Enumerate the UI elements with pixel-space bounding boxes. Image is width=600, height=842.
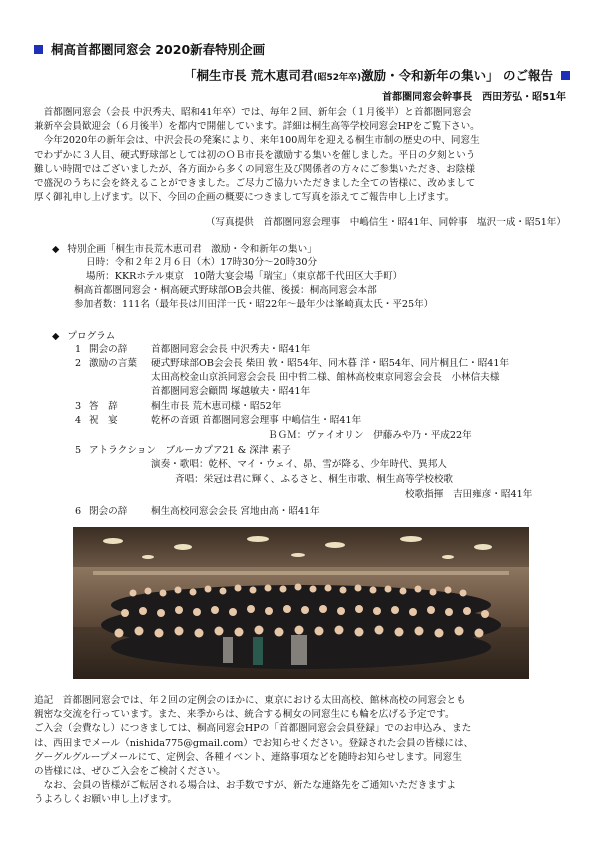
org-title: 桐高首都圏同窓会 2020新春特別企画	[51, 42, 266, 57]
program-item-name: 開会の辞	[89, 344, 128, 355]
postscript-line: は、西田までメール（nishida775@gmail.com）でお知らせください。登録された会員の皆様には、	[34, 737, 474, 749]
postscript-line: ご入会（会費なし）につきましては、桐高同窓会HPの「首都圏同窓会会員登録」でのお申込み、また	[34, 723, 472, 735]
event-place: 場所：KKRホテル東京 10階大宴会場「瑞宝」（東京都千代田区大手町）	[86, 271, 403, 283]
blue-square-icon	[561, 71, 570, 80]
program-item-name: アトラクション ブルーカプア21 & 深津 素子	[89, 445, 291, 456]
program-item-name: 激励の言葉	[89, 358, 137, 369]
group-photo	[73, 527, 529, 679]
intro-paragraph	[34, 106, 566, 205]
program-num: 5	[75, 445, 82, 456]
program-item-line: 桐生高校同窓会会長 宮地由高・昭41年	[151, 506, 320, 517]
intro-line: 厚く御礼申し上げます。以下、今回の企画の概要につきまして写真を添えてご報告申し上げます。	[34, 192, 455, 204]
diamond-icon: ◆	[52, 244, 60, 255]
title-rest: 激励・令和新年の集い」 のご報告	[361, 68, 553, 83]
postscript-line: 追記 首都圏同窓会では、年２回の定例会のほかに、東京における太田高校、館林高校の同窓会とも	[34, 695, 466, 706]
postscript-line: うよろしくお願い申し上げます。	[34, 794, 178, 806]
postscript-line: の皆様には、ぜひご入会をご検討ください。	[34, 766, 226, 778]
program-item-line: 首都圏同窓会顧問 塚越敏夫・昭41年	[151, 386, 311, 397]
title-main: 「桐生市長 荒木恵司君	[184, 68, 314, 83]
program-item-line: 校歌指揮 吉田雍彦・昭41年	[405, 489, 533, 500]
event-heading	[52, 241, 317, 255]
event-attendance: 参加者数：111名（最年長は川田洋一氏・昭22年〜最年少は峯崎真太氏・平25年）	[74, 299, 434, 311]
group-photo-image	[73, 527, 529, 679]
event-details-2	[74, 284, 574, 312]
byline	[382, 88, 566, 103]
program-item-line: 硬式野球部OB会会長 柴田 敦・昭54年、同木暮 洋・昭54年、同片桐且仁・昭41年	[151, 358, 510, 369]
postscript-line: 親密な交流を行っています。また、来季からは、統合する桐女の同窓生にも輪を広げる予定です。	[34, 709, 455, 721]
program-item-line: 乾杯の音頭 首都圏同窓会理事 中嶋信生・昭41年	[151, 415, 362, 426]
program-item-line: 斉唱：栄冠は君に輝く、ふるさと、桐生市歌、桐生高等学校校歌	[175, 474, 454, 485]
program-num: 6	[75, 506, 82, 517]
intro-line: 今年2020年の新年会は、中沢会長の発案により、来年100周年を迎える桐生市制の歴史の中、同窓生	[43, 135, 480, 147]
program-item-name: 閉会の辞	[89, 506, 128, 517]
intro-line: で盛況のうちに会を終えることができました。ご尽力ご協力いただきました全ての皆様に、改めまして	[34, 178, 476, 190]
program-item-line: 太田高校金山京浜同窓会会長 田中哲二様、館林高校東京同窓会会長 小林信夫様	[151, 372, 500, 383]
program-num: 2	[75, 358, 82, 369]
program-item-line: 首都圏同窓会会長 中沢秀夫・昭41年	[151, 344, 311, 355]
report-title	[100, 66, 570, 84]
program-num: 3	[75, 401, 82, 412]
event-details	[86, 256, 586, 284]
postscript-line: なお、会員の皆様がご転居される場合は、お手数ですが、新たな連絡先をご通知いただきますよ	[43, 780, 457, 792]
program-item-line: 桐生市長 荒木恵司様・昭52年	[151, 401, 282, 412]
intro-line: 難しい時間ではございましたが、各方面から多くの同窓生及び関係者の方々にご参集いただき、お陰様	[34, 163, 475, 175]
intro-line: 首都圏同窓会（会長 中沢秀夫、昭和41年卒）では、毎年２回、新年会（１月後半）と首都圏同窓会	[43, 107, 472, 118]
intro-line: でわずかに３人目、硬式野球部としては初のＯＢ市長を激励する集いを催しました。平日の夕刻という	[34, 149, 476, 161]
program-item-name: 祝 宴	[89, 415, 118, 426]
event-heading-text: 特別企画「桐生市長荒木恵司君 激励・令和新年の集い」	[67, 244, 317, 255]
title-small: (昭52年卒)	[313, 73, 362, 83]
byline-name: 西田芳弘・昭51年	[482, 92, 566, 103]
postscript-line: グーグルグループメールにて、定例会、各種イベント、連絡事項などを随時お知らせします。同窓生	[34, 751, 462, 763]
program-num: 4	[75, 415, 82, 426]
intro-line: 兼新卒会員歓迎会（６月後半）を都内で開催しています。詳細は桐生高等学校同窓会HPをご覧下さい。	[34, 121, 480, 133]
org-header	[34, 40, 574, 58]
program-item-name: 答 辞	[89, 401, 118, 412]
program-num: 1	[75, 344, 82, 355]
photo-credit: （写真提供 首都圏同窓会理事 中嶋信生・昭41年、同幹事 塩沢一成・昭51年）	[205, 217, 566, 228]
postscript	[34, 694, 566, 808]
program-heading-text: プログラム	[67, 331, 116, 342]
byline-role: 首都圏同窓会幹事長	[382, 92, 473, 103]
blue-square-icon	[34, 45, 43, 54]
program-heading	[52, 328, 115, 342]
event-date: 日時：令和２年２月６日（木）17時30分〜20時30分	[86, 257, 318, 268]
diamond-icon: ◆	[52, 331, 60, 342]
event-host: 桐高首都圏同窓会・桐高硬式野球部OB会共催、後援：桐高同窓会本部	[74, 285, 377, 296]
program-item-line: 演奏・歌唱：乾杯、マイ・ウェイ、昴、雪が降る、少年時代、異邦人	[151, 459, 447, 470]
program-item-line: ＢＧＭ：ヴァイオリン 伊藤みや乃・平成22年	[268, 430, 472, 441]
